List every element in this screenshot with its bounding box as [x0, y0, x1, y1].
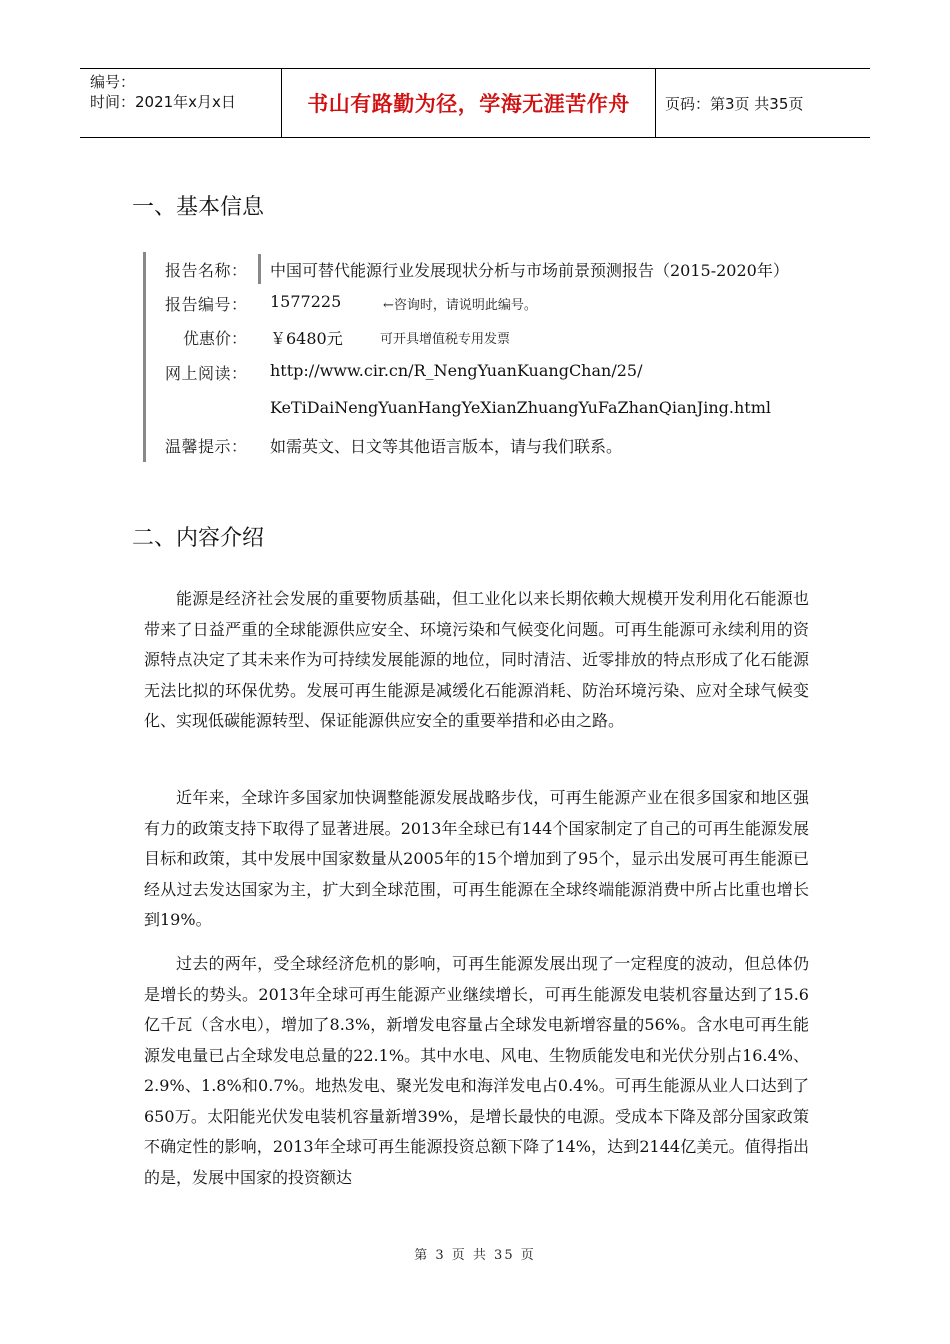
price-label: 优惠价： [183, 329, 248, 348]
paragraph-text: 过去的两年，受全球经济危机的影响，可再生能源发展出现了一定程度的波动，但总体仍是增长的势头。2013年全球可再生能源产业继续增长，可再生能源发电装机容量达到了15.6亿千瓦（含水电），增加了8.3%，新增发电容量占全球发电新增容量的56%。含水电可再生能源发电量已占全球发电总量的22.1%。其中水电、风电、生物质能发电和光伏分别占16.4%、2.9%、1.8%和0.7%。地热发电、聚光发电和海洋发电占0.4%。可再生能源从业人口达到了650万。太阳能光伏发电装机容量新增39%，是增长最快的电源。受成本下降及部分国家政策不确定性的影响，2013年全球可再生能源投资总额下降了14%，达到2144亿美元。值得指出的是，发展中国家的投资额达 [144, 954, 809, 1187]
header-page-info: 页码：第3页 共35页 [665, 94, 804, 113]
price-note: 可开具增值税专用发票 [380, 332, 511, 347]
paragraph-text: 能源是经济社会发展的重要物质基础，但工业化以来长期依赖大规模开发利用化石能源也带来了日益严重的全球能源供应安全、环境污染和气候变化问题。可再生能源可永续利用的资源特点决定了其未来作为可持续发展能源的地位，同时清洁、近零排放的特点形成了化石能源无法比拟的环保优势。发展可再生能源是减缓化石能源消耗、防治环境污染、应对全球气候变化、实现低碳能源转型、保证能源供应安全的重要举措和必由之路。 [144, 589, 809, 730]
url-label: 网上阅读： [165, 364, 247, 383]
document-header [80, 68, 870, 138]
section-title-content-intro: 二、内容介绍 [132, 526, 265, 551]
header-motto: 书山有路勤为径，学海无涯苦作舟 [281, 69, 656, 137]
code-value: 1577225 [270, 292, 342, 311]
paragraph-1 [144, 584, 809, 737]
paragraph-text: 近年来，全球许多国家加快调整能源发展战略步伐，可再生能源产业在很多国家和地区强有力的政策支持下取得了显著进展。2013年全球已有144个国家制定了自己的可再生能源发展目标和政策，其中发展中国家数量从2005年的15个增加到了95个，显示出发展可再生能源已经从过去发达国家为主，扩大到全球范围，可再生能源在全球终端能源消费中所占比重也增长到19%。 [144, 788, 809, 929]
basic-info-block [143, 252, 843, 462]
section-title-basic-info: 一、基本信息 [132, 195, 265, 220]
url-line-1[interactable]: http://www.cir.cn/R_NengYuanKuangChan/25/ [270, 361, 643, 380]
number-label: 编号： [90, 73, 136, 91]
time-label: 时间：2021年x月x日 [90, 93, 236, 111]
left-bar [143, 252, 146, 462]
name-value: 中国可替代能源行业发展现状分析与市场前景预测报告（2015-2020年） [270, 261, 789, 280]
price-value: ￥6480元 [270, 329, 343, 348]
header-meta [80, 69, 280, 137]
code-note: ←咨询时，请说明此编号。 [383, 298, 537, 313]
paragraph-2 [144, 783, 809, 936]
paragraph-3 [144, 949, 809, 1193]
value-bar [258, 254, 261, 284]
tip-value: 如需英文、日文等其他语言版本，请与我们联系。 [270, 437, 623, 456]
tip-label: 温馨提示： [165, 437, 247, 456]
code-label: 报告编号： [165, 295, 247, 314]
page-footer: 第 3 页 共 35 页 [414, 1248, 536, 1263]
url-line-2[interactable]: KeTiDaiNengYuanHangYeXianZhuangYuFaZhanQianJing.html [270, 398, 772, 417]
name-label: 报告名称： [165, 261, 247, 280]
